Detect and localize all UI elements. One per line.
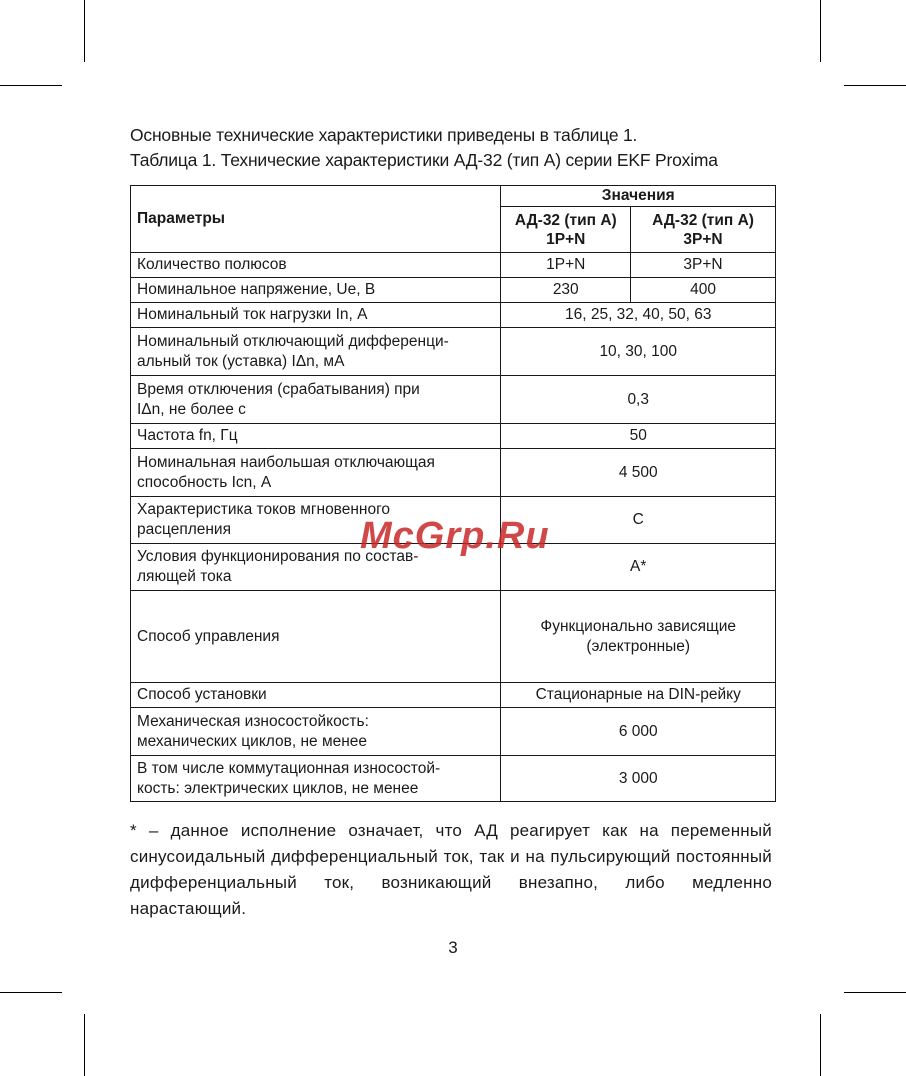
- param-cell: Количество полюсов: [131, 253, 501, 278]
- table-row: [131, 328, 776, 376]
- crop-mark: [84, 0, 85, 62]
- value-cell: 230: [501, 278, 631, 303]
- param-cell: [131, 449, 501, 497]
- table-row: [131, 756, 776, 802]
- table-row: [131, 708, 776, 756]
- spec-table: [130, 185, 776, 802]
- value-line: Функционально зависящие: [540, 617, 737, 635]
- value-cell: [501, 591, 776, 683]
- value-line: (электронные): [586, 637, 691, 655]
- value-cell: 3P+N: [631, 253, 776, 278]
- table-row: [131, 683, 776, 708]
- header-col-3p: [631, 207, 776, 253]
- header-col-1p: [501, 207, 631, 253]
- value-cell: 4 500: [501, 449, 776, 497]
- value-cell: 1P+N: [501, 253, 631, 278]
- param-line: ляющей тока: [137, 568, 232, 585]
- watermark-text: McGrp.Ru: [360, 515, 550, 557]
- param-line: механических циклов, не менее: [137, 732, 368, 750]
- value-cell: C: [501, 497, 776, 544]
- value-cell: 10, 30, 100: [501, 328, 776, 376]
- table-row: [131, 424, 776, 449]
- param-cell: [131, 376, 501, 424]
- param-cell: [131, 328, 501, 376]
- value-cell: A*: [501, 544, 776, 591]
- header-col-3p-model: АД-32 (тип А): [652, 211, 754, 229]
- header-col-1p-model: АД-32 (тип А): [514, 211, 617, 229]
- param-line: Условия функционирования по состав-: [137, 548, 419, 565]
- table-row: [131, 303, 776, 328]
- value-cell: 3 000: [501, 756, 776, 802]
- intro-text: [130, 123, 778, 173]
- param-cell: [131, 708, 501, 756]
- param-cell: Способ управления: [131, 591, 501, 683]
- param-line: Характеристика токов мгновенного: [137, 501, 391, 518]
- param-cell: Способ установки: [131, 683, 501, 708]
- param-line: Механическая износостойкость:: [137, 712, 369, 730]
- param-cell: Номинальный ток нагрузки In, А: [131, 303, 501, 328]
- table-row: [131, 253, 776, 278]
- footnote: * – данное исполнение означает, что АД реагирует как на переменный синусоидальный дифференциальный ток, так и на пульсирующий постоянный дифференциальный ток, возникающий внезапно, либо медленно нарастающий.: [130, 821, 772, 918]
- crop-mark: [844, 85, 906, 86]
- table-header-row: [131, 186, 776, 207]
- header-params: Параметры: [131, 186, 501, 253]
- table-caption: Таблица 1. Технические характеристики АД-32 (тип А) серии EKF Proxima: [130, 150, 718, 170]
- param-line: кость: электрических циклов, не менее: [137, 779, 419, 797]
- value-cell: 0,3: [501, 376, 776, 424]
- header-values: Значения: [501, 186, 776, 207]
- value-cell: 400: [631, 278, 776, 303]
- crop-mark: [0, 992, 62, 993]
- table-row: [131, 449, 776, 497]
- param-cell: Номинальное напряжение, Ue, В: [131, 278, 501, 303]
- crop-mark: [844, 992, 906, 993]
- page-number: 3: [448, 938, 458, 957]
- table-row: [131, 376, 776, 424]
- value-cell: 16, 25, 32, 40, 50, 63: [501, 303, 776, 328]
- header-col-3p-poles: 3P+N: [683, 230, 723, 248]
- param-line: расцепления: [137, 521, 231, 538]
- param-line: IΔn, не более с: [137, 400, 246, 418]
- crop-mark: [84, 1014, 85, 1076]
- crop-mark: [820, 0, 821, 62]
- value-cell: 6 000: [501, 708, 776, 756]
- param-line: альный ток (уставка) IΔn, мА: [137, 352, 345, 370]
- value-cell: 50: [501, 424, 776, 449]
- table-row: [131, 591, 776, 683]
- param-line: В том числе коммутационная износостой-: [137, 759, 441, 777]
- param-line: Номинальный отключающий дифференци-: [137, 332, 449, 350]
- intro-line-1: Основные технические характеристики приведены в таблице 1.: [130, 125, 638, 145]
- value-cell: Стационарные на DIN-рейку: [501, 683, 776, 708]
- crop-mark: [0, 85, 62, 86]
- param-cell: [131, 756, 501, 802]
- param-cell: Частота fn, Гц: [131, 424, 501, 449]
- param-line: способность Icn, А: [137, 473, 272, 491]
- table-row: [131, 278, 776, 303]
- param-line: Время отключения (срабатывания) при: [137, 380, 420, 398]
- crop-mark: [820, 1014, 821, 1076]
- param-line: Номинальная наибольшая отключающая: [137, 453, 435, 471]
- header-col-1p-poles: 1P+N: [546, 230, 586, 248]
